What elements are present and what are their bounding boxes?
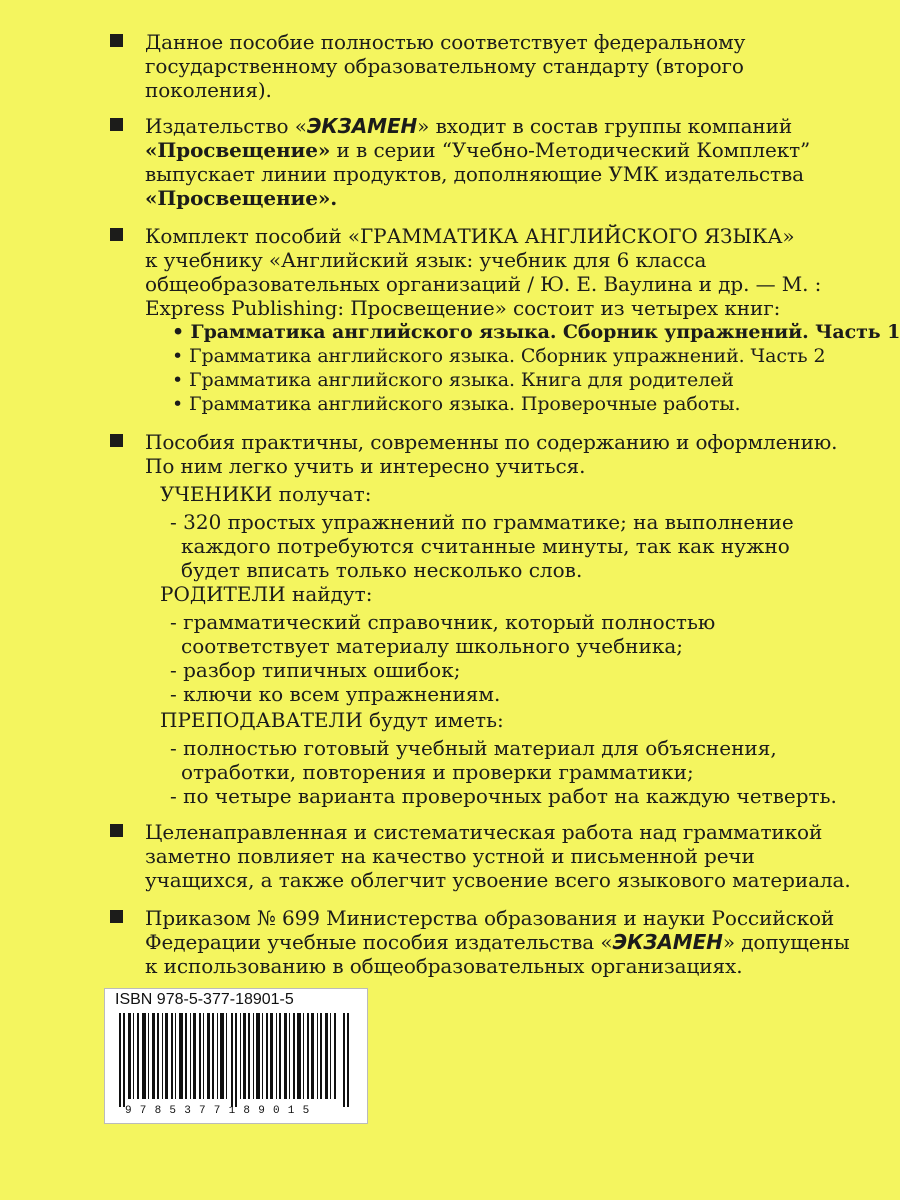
isbn-barcode: [104, 988, 368, 1124]
text-line: Пособия практичны, современны по содержанию и оформлению.: [145, 430, 838, 454]
square-bullet-icon: [110, 824, 123, 837]
students-line: каждого потребуются считанные минуты, так как нужно: [181, 534, 790, 558]
square-bullet-icon: [110, 228, 123, 241]
square-bullet-icon: [110, 434, 123, 447]
text-line: учащихся, а также облегчит усвоение всего языкового материала.: [145, 868, 851, 892]
students-line: - 320 простых упражнений по грамматике; на выполнение: [170, 510, 794, 534]
text-line: Данное пособие полностью соответствует федеральному: [145, 30, 746, 54]
students-line: будет вписать только несколько слов.: [181, 558, 583, 582]
students-heading: УЧЕНИКИ получат:: [160, 482, 372, 506]
text-line: Приказом № 699 Министерства образования и науки Российской: [145, 906, 835, 930]
text-line: выпускает линии продуктов, дополняющие УМК издательства: [145, 162, 804, 186]
book-list-item: • Грамматика английского языка. Сборник упражнений. Часть 2: [172, 345, 826, 367]
text-line: Express Publishing: Просвещение» состоит из четырех книг:: [145, 296, 781, 320]
text-line: По ним легко учить и интересно учиться.: [145, 454, 586, 478]
teachers-line: отработки, повторения и проверки грамматики;: [181, 760, 694, 784]
text-line: Издательство «ЭКЗАМЕН» входит в состав группы компаний: [145, 114, 793, 138]
text-line: «Просвещение».: [145, 186, 338, 210]
publisher-brand: ЭКЗАМЕН: [306, 114, 418, 138]
publisher-brand: ЭКЗАМЕН: [612, 930, 723, 954]
isbn-label: ISBN 978-5-377-18901-5: [115, 991, 294, 1008]
text-line: «Просвещение» и в серии “Учебно-Методический Комплект”: [145, 138, 811, 162]
parents-line: соответствует материалу школьного учебника;: [181, 634, 683, 658]
text-line: к учебнику «Английский язык: учебник для 6 класса: [145, 248, 707, 272]
text-line: поколения).: [145, 78, 272, 102]
square-bullet-icon: [110, 34, 123, 47]
book-list-item: • Грамматика английского языка. Книга для родителей: [172, 369, 734, 391]
parents-heading: РОДИТЕЛИ найдут:: [160, 582, 373, 606]
barcode-digits: 9785377189015: [125, 1105, 318, 1117]
text-line: государственному образовательному стандарту (второго: [145, 54, 744, 78]
parents-line: - ключи ко всем упражнениям.: [170, 682, 501, 706]
barcode-bars-icon: [119, 1013, 353, 1107]
teachers-heading: ПРЕПОДАВАТЕЛИ будут иметь:: [160, 708, 504, 732]
book-list-item: • Грамматика английского языка. Сборник упражнений. Часть 1: [172, 321, 900, 343]
text-line: Целенаправленная и систематическая работа над грамматикой: [145, 820, 823, 844]
teachers-line: - полностью готовый учебный материал для объяснения,: [170, 736, 777, 760]
teachers-line: - по четыре варианта проверочных работ на каждую четверть.: [170, 784, 837, 808]
text-line: заметно повлияет на качество устной и письменной речи: [145, 844, 755, 868]
square-bullet-icon: [110, 118, 123, 131]
text-line: Федерации учебные пособия издательства «ЭКЗАМЕН» допущены: [145, 930, 850, 954]
text-line: Комплект пособий «ГРАММАТИКА АНГЛИЙСКОГО ЯЗЫКА»: [145, 224, 795, 248]
parents-line: - разбор типичных ошибок;: [170, 658, 461, 682]
text-line: общеобразовательных организаций / Ю. Е. Ваулина и др. — М. :: [145, 272, 822, 296]
square-bullet-icon: [110, 910, 123, 923]
text-line: к использованию в общеобразовательных организациях.: [145, 954, 743, 978]
book-list-item: • Грамматика английского языка. Проверочные работы.: [172, 393, 741, 415]
parents-line: - грамматический справочник, который полностью: [170, 610, 716, 634]
